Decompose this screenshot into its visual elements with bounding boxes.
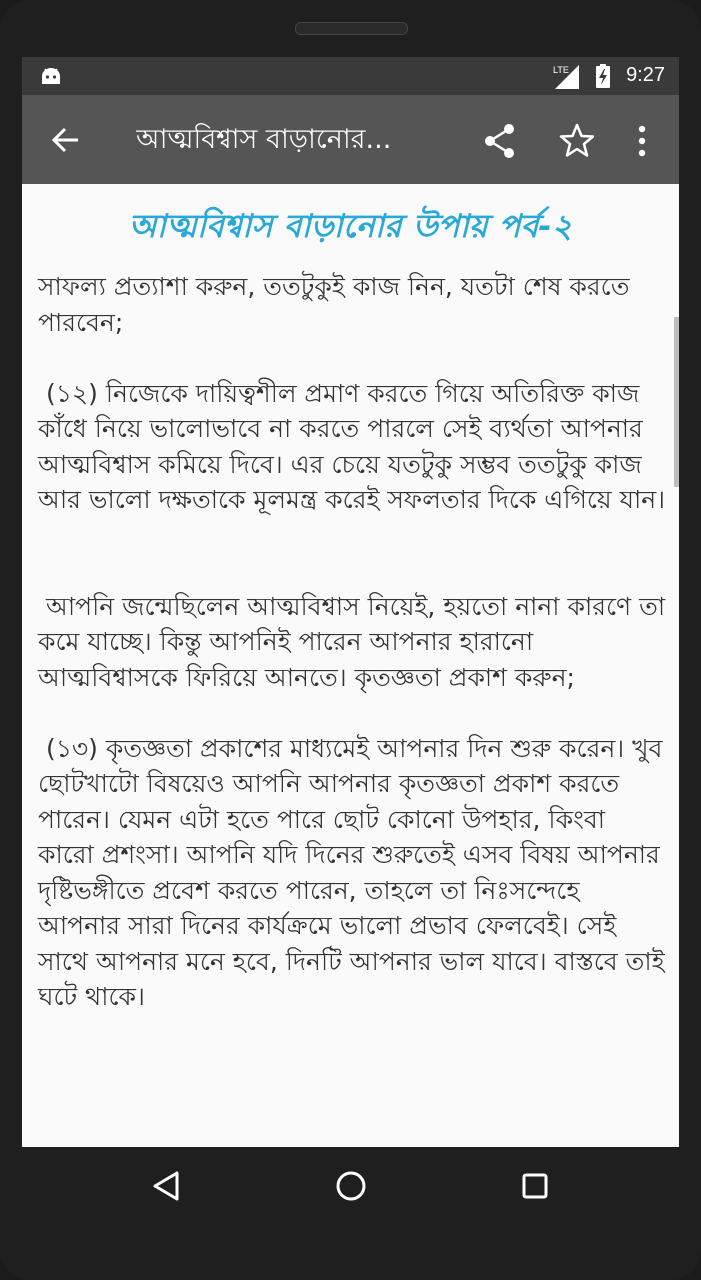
more-vertical-icon	[627, 119, 657, 163]
status-time: 9:27	[626, 64, 665, 86]
battery-charging-icon	[596, 64, 610, 88]
favorite-button[interactable]	[555, 119, 599, 163]
nav-home-icon	[330, 1165, 372, 1207]
app-bar	[22, 95, 679, 184]
article-paragraph: (১২) নিজেকে দায়িত্বশীল প্রমাণ করতে গিয়ে অতিরিক্ত কাজ কাঁধে নিয়ে ভালোভাবে না করতে পারলে সেই ব্যর্থতা আপনার আত্মবিশ্বাস কমিয়ে দিবে। এর চেয়ে যতটুকু সম্ভব ততটুকু কাজ আর ভালো দক্ষতাকে মূলমন্ত্র করেই সফলতার দিকে এগিয়ে যান।	[38, 378, 666, 514]
star-outline-icon	[555, 119, 599, 163]
nav-back-button[interactable]	[146, 1165, 188, 1207]
network-type-label: LTE	[553, 65, 569, 75]
scrollbar[interactable]	[674, 317, 679, 487]
arrow-back-icon	[44, 117, 90, 163]
article-body	[38, 269, 674, 1015]
article-paragraph	[38, 695, 668, 731]
app-bar-title: আত্মবিশ্বাস বাড়ানোর...	[136, 124, 392, 155]
android-notification-icon	[40, 66, 62, 86]
article-paragraph: (১৩) কৃতজ্ঞতা প্রকাশের মাধ্যমেই আপনার দিন শুরু করেন। খুব ছোটখাটো বিষয়েও আপনি আপনার কৃতজ্ঞতা প্রকাশ করতে পারেন। যেমন এটা হতে পারে ছোট কোনো উপহার, কিংবা কারো প্রশংসা। আপনি যদি দিনের শুরুতেই এসব বিষয় আপনার দৃষ্টিভঙ্গীতে প্রবেশ করতে পারেন, তাহলে তা নিঃসন্দেহে আপনার সারা দিনের কার্যক্রমে ভালো প্রভাব ফেলবেই। সেই সাথে আপনার মনে হবে, দিনটি আপনার ভাল যাবে। বাস্তবে তাই ঘটে থাকে।	[38, 733, 673, 1011]
share-icon	[478, 119, 522, 163]
article-paragraph	[38, 518, 668, 554]
article-content[interactable]	[22, 184, 679, 1147]
device-speaker	[295, 22, 408, 35]
app-screen	[22, 57, 679, 1147]
share-button[interactable]	[478, 119, 522, 163]
nav-recents-button[interactable]	[514, 1165, 556, 1207]
signal-icon	[553, 63, 579, 89]
nav-back-icon	[146, 1165, 188, 1207]
article-paragraph	[38, 553, 668, 589]
article-paragraph	[38, 340, 668, 376]
more-options-button[interactable]	[627, 119, 657, 163]
status-bar	[22, 57, 679, 95]
navigation-bar	[0, 1147, 701, 1227]
nav-home-button[interactable]	[330, 1165, 372, 1207]
article-paragraph: সাফল্য প্রত্যাশা করুন, ততটুকুই কাজ নিন, যতটা শেষ করতে পারবেন;	[38, 272, 638, 337]
article-title: আত্মবিশ্বাস বাড়ানোর উপায় পর্ব-২	[128, 207, 573, 245]
back-button[interactable]	[44, 117, 90, 163]
nav-recents-icon	[514, 1165, 556, 1207]
article-paragraph: আপনি জন্মেছিলেন আত্মবিশ্বাস নিয়েই, হয়তো নানা কারণে তা কমে যাচ্ছে। কিন্তু আপনিই পারেন আপনার হারানো আত্মবিশ্বাসকে ফিরিয়ে আনতে। কৃতজ্ঞতা প্রকাশ করুন;	[38, 591, 674, 692]
